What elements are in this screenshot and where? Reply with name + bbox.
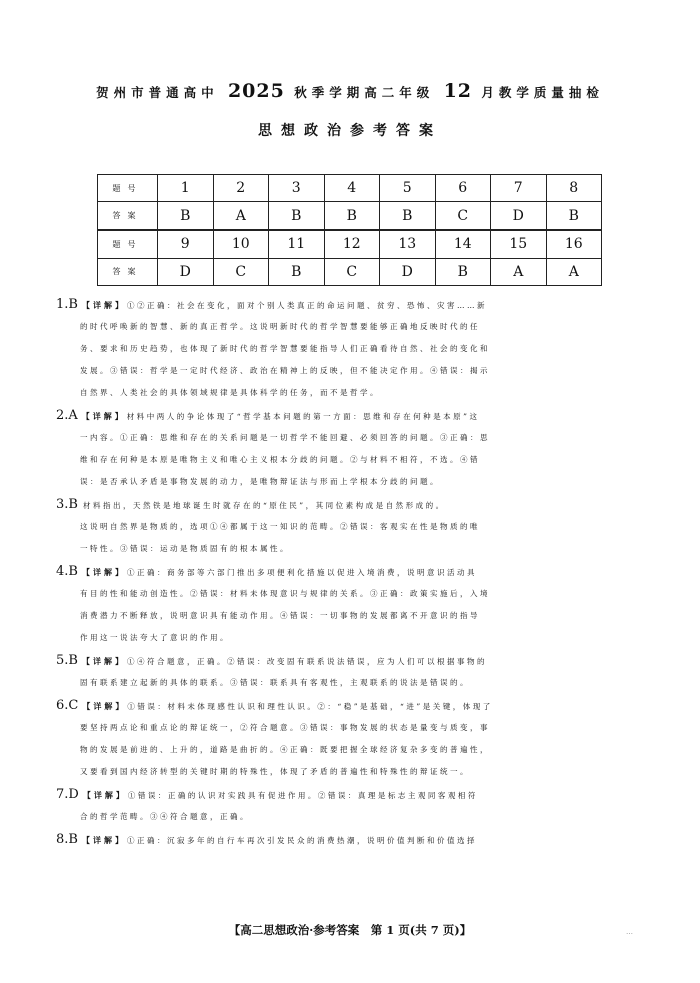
explanation-line: 维和存在何种是本原是唯物主义和唯心主义根本分歧的问题。②与材料不相符，不选。④错 — [80, 455, 480, 464]
question-explanation — [56, 784, 646, 828]
explanation-line: 发展。③错误：哲学是一定时代经济、政治在精神上的反映，但不能决定作用。④错误：揭示 — [80, 366, 490, 375]
detail-tag: 【详解】 — [81, 656, 126, 666]
explanation-line: 作用这一说法夸大了意识的作用。 — [80, 633, 230, 642]
detail-tag: 【详解】 — [81, 567, 126, 577]
table-cell: 8 — [546, 175, 602, 202]
table-cell: 11 — [269, 230, 325, 258]
question-number: 6.C — [56, 698, 79, 713]
question-number: 8.B — [56, 832, 78, 847]
explanation-line: 一特性。③错误：运动是物质固有的根本属性。 — [80, 544, 290, 553]
explanation-line: 1.B 【详解】①②正确：社会在变化，面对个别人类真正的命运问题、贫穷、恐怖、灾害……新 — [56, 297, 487, 312]
row-label-number: 题号 — [98, 175, 158, 202]
exam-year: 2025 — [227, 80, 285, 102]
school-prefix: 贺州市普通高中 — [96, 85, 219, 100]
table-cell: A — [546, 258, 602, 285]
exam-title — [0, 80, 700, 102]
question-number: 1.B — [56, 297, 78, 312]
table-row-numbers — [98, 230, 602, 258]
table-cell: 13 — [380, 230, 436, 258]
explanation-line: 消费潜力不断释放，说明意识具有能动作用。④错误：一切事物的发展都离不开意识的指导 — [80, 611, 480, 620]
table-cell: 10 — [213, 230, 269, 258]
table-row-answers — [98, 202, 602, 230]
explanation-line: 自然界、人类社会的具体领域规律是具体科学的任务，而不是哲学。 — [80, 388, 380, 397]
explanation-line: 的时代呼唤新的智慧、新的真正哲学。这说明新时代的哲学智慧要能够正确地反映时代的任 — [80, 322, 480, 331]
question-number: 2.A — [56, 408, 78, 423]
table-cell: A — [213, 202, 269, 230]
table-cell: D — [491, 202, 547, 230]
explanation-line: 要坚持两点论和重点论的辩证统一，②符合题意。③错误：事物发展的状态是量变与质变，事 — [80, 723, 490, 732]
page-subtitle: 思想政治参考答案 — [258, 123, 442, 139]
table-cell: 16 — [546, 230, 602, 258]
table-cell: 4 — [324, 175, 380, 202]
answer-table — [97, 174, 602, 286]
explanation-line: 一内容。①正确：思维和存在的关系问题是一切哲学不能回避、必须回答的问题。③正确：思 — [80, 433, 490, 442]
question-explanation — [56, 561, 646, 649]
table-cell: B — [324, 202, 380, 230]
table-cell: C — [435, 202, 491, 230]
exam-name: 月教学质量抽检 — [481, 85, 604, 100]
table-row-numbers — [98, 175, 602, 202]
question-explanation — [56, 829, 646, 851]
explanation-line: 8.B 【详解】①正确：沉寂多年的自行车再次引发民众的消费热潮，说明价值判断和价值选择 — [56, 832, 477, 847]
table-cell: 3 — [269, 175, 325, 202]
table-cell: 9 — [158, 230, 214, 258]
table-cell: B — [158, 202, 214, 230]
explanation-line: 物的发展是前进的、上升的，道路是曲折的。④正确：既要把握全球经济复杂多变的普遍性， — [80, 745, 490, 754]
question-explanation — [56, 695, 646, 783]
explanation-line: 固有联系建立起新的具体的联系。③错误：联系具有客观性，主观联系的说法是错误的。 — [80, 678, 470, 687]
table-cell: B — [380, 202, 436, 230]
table-cell: 15 — [491, 230, 547, 258]
explanation-line: 又要看到国内经济转型的关键时期的特殊性，体现了矛盾的普遍性和特殊性的辩证统一。 — [80, 767, 470, 776]
explanation-line: 2.A 【详解】材料中两人的争论体现了“哲学基本问题的第一方面：思维和存在何种是本原”这 — [56, 408, 480, 423]
question-number: 5.B — [56, 653, 78, 668]
explanation-line: 5.B 【详解】①④符合题意，正确。②错误：改变固有联系说法错误，应为人们可以根据事物的 — [56, 653, 487, 668]
explanation-line: 4.B 【详解】①正确：商务部等六部门推出多项便利化措施以促进入境消费，说明意识活动具 — [56, 564, 477, 579]
question-explanation — [56, 494, 646, 560]
question-explanation — [56, 650, 646, 694]
table-cell: 1 — [158, 175, 214, 202]
table-cell: B — [269, 258, 325, 285]
corner-mark: … — [626, 928, 633, 936]
explanation-line: 务、要求和历史趋势，也体现了新时代的哲学智慧要能指导人们正确看待自然、社会的变化和 — [80, 344, 490, 353]
row-label-answer: 答案 — [98, 258, 158, 285]
table-cell: D — [158, 258, 214, 285]
detail-tag: 【详解】 — [81, 411, 126, 421]
row-label-answer: 答案 — [98, 202, 158, 230]
detail-tag: 【详解】 — [82, 701, 127, 711]
table-cell: B — [546, 202, 602, 230]
detail-tag: 【详解】 — [81, 835, 126, 845]
row-label-number: 题号 — [98, 230, 158, 258]
table-cell: C — [324, 258, 380, 285]
explanation-line: 7.D 【详解】①错误：正确的认识对实践具有促进作用。②错误：真理是标志主观同客观相符 — [56, 787, 478, 802]
explanation-line: 这说明自然界是物质的，选项①④都属于这一知识的范畴。②错误：客观实在性是物质的唯 — [80, 522, 480, 531]
table-row-answers — [98, 258, 602, 285]
explanations — [56, 294, 646, 852]
exam-season: 秋季学期高二年级 — [294, 85, 435, 100]
table-cell: 7 — [491, 175, 547, 202]
question-number: 7.D — [56, 787, 79, 802]
table-cell: B — [435, 258, 491, 285]
table-cell: 14 — [435, 230, 491, 258]
explanation-line: 合的哲学范畴。③④符合题意，正确。 — [80, 812, 250, 821]
page-footer: 【高二思想政治·参考答案 第 1 页(共 7 页)】 — [228, 923, 472, 937]
explanation-line: 6.C 【详解】①错误：材料未体现感性认识和理性认识。②：“稳”是基础，“进”是关键，体现了 — [56, 698, 493, 713]
table-cell: 2 — [213, 175, 269, 202]
detail-tag: 【详解】 — [81, 300, 126, 310]
table-cell: 5 — [380, 175, 436, 202]
question-number: 4.B — [56, 564, 78, 579]
question-explanation — [56, 405, 646, 493]
question-number: 3.B — [56, 497, 78, 512]
question-explanation — [56, 294, 646, 404]
table-cell: D — [380, 258, 436, 285]
table-cell: 12 — [324, 230, 380, 258]
exam-month: 12 — [443, 80, 473, 102]
explanation-line: 有目的性和能动创造性。②错误：材料未体现意识与规律的关系。③正确：政策实施后，入境 — [80, 589, 490, 598]
detail-tag: 【详解】 — [82, 790, 127, 800]
table-cell: A — [491, 258, 547, 285]
table-cell: 6 — [435, 175, 491, 202]
explanation-line: 3.B 材料指出，天然铁是地球诞生时就存在的“原住民”，其同位素构成是自然形成的。 — [56, 497, 446, 512]
table-cell: C — [213, 258, 269, 285]
explanation-line: 误：是否承认矛盾是事物发展的动力，是唯物辩证法与形而上学根本分歧的问题。 — [80, 477, 440, 486]
table-cell: B — [269, 202, 325, 230]
